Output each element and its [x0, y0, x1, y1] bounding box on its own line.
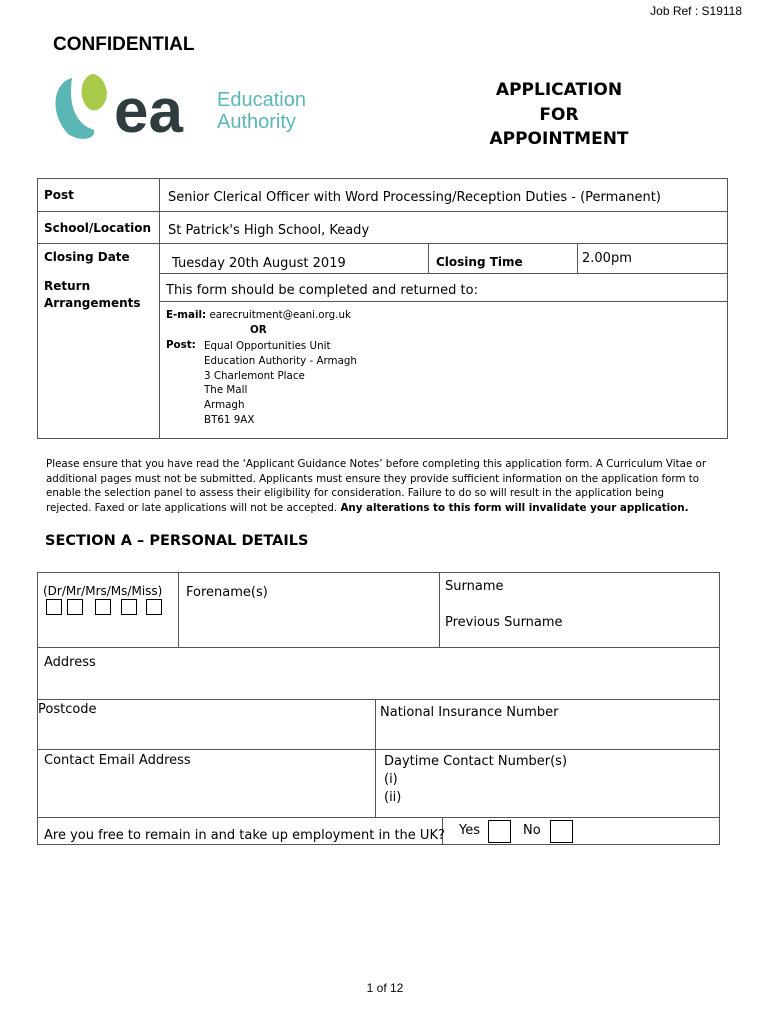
title-line: APPLICATION	[495, 80, 623, 100]
personal-details-table	[37, 572, 720, 845]
page-number: 1 of 12	[366, 981, 404, 995]
daytime-contact-ii: (ii)	[384, 790, 402, 805]
address-label: Address	[44, 655, 96, 670]
postcode-label: Postcode	[38, 702, 97, 717]
ni-number-label: National Insurance Number	[380, 705, 559, 720]
yes-checkbox[interactable]	[488, 820, 511, 843]
return-label: Return Arrangements	[44, 279, 141, 310]
form-title	[470, 78, 648, 152]
yes-label: Yes	[459, 823, 480, 838]
education-authority-logo	[50, 72, 330, 144]
section-a-heading: SECTION A – PERSONAL DETAILS	[45, 533, 309, 549]
forename-label: Forename(s)	[186, 585, 268, 600]
daytime-contact-label: Daytime Contact Number(s)	[384, 754, 568, 769]
daytime-contact-i: (i)	[384, 772, 398, 787]
job-details-table	[37, 178, 728, 439]
school-value: St Patrick's High School, Keady	[168, 223, 370, 238]
confidential-heading: CONFIDENTIAL	[53, 34, 195, 55]
closing-date-label: Closing Date	[44, 250, 130, 264]
alterations-warning: Any alterations to this form will invalidate your application.	[340, 502, 689, 515]
closing-time-label: Closing Time	[436, 255, 523, 269]
contact-email-label: Contact Email Address	[44, 753, 191, 768]
no-checkbox[interactable]	[550, 820, 573, 843]
guidance-notice: Please ensure that you have read the ‘Applicant Guidance Notes’ before completing this application form. A Curriculum Vitae or additional pages must not be submitted. Applicants must ensure they provide sufficient information on the application form to enable the selection panel to assess their eligibility for consideration. Failure to do so will result in the application being rejected. Faxed or late applications will not be accepted. Any alterations to this form will invalidate your application.	[46, 458, 707, 515]
post-address-label: Post:	[166, 339, 196, 351]
title-line: FOR	[539, 104, 579, 125]
title-checkbox-ms[interactable]	[121, 599, 137, 615]
post-value: Senior Clerical Officer with Word Processing/Reception Duties - (Permanent)	[168, 190, 661, 205]
logo-line1: Education	[217, 89, 306, 111]
daytime-contact-block	[384, 753, 567, 807]
title-label: (Dr/Mr/Mrs/Ms/Miss)	[43, 584, 163, 598]
email-line	[166, 309, 351, 321]
postal-address: Equal Opportunities Unit Education Authority - Armagh 3 Charlemont Place The Mall Armagh BT61 9AX	[204, 340, 357, 426]
or-text: OR	[250, 324, 267, 336]
uk-employment-question: Are you free to remain in and take up employment in the UK?	[44, 828, 445, 843]
job-ref: Job Ref : S19118	[650, 4, 742, 18]
surname-label: Surname	[445, 579, 504, 594]
logo-ea-text: ea	[114, 77, 183, 144]
email-value[interactable]: earecruitment@eani.org.uk	[209, 309, 351, 321]
logo-line2: Authority	[217, 111, 296, 133]
previous-surname-label: Previous Surname	[445, 615, 563, 630]
email-label: E-mail:	[166, 309, 207, 321]
closing-date-value: Tuesday 20th August 2019	[172, 256, 346, 271]
return-instruction: This form should be completed and returned to:	[166, 283, 478, 298]
title-line: APPOINTMENT	[489, 129, 629, 149]
title-checkbox-miss[interactable]	[146, 599, 162, 615]
post-label: Post	[44, 188, 74, 202]
no-label: No	[523, 823, 541, 838]
title-checkbox-dr[interactable]	[46, 599, 62, 615]
title-checkbox-mr[interactable]	[67, 599, 83, 615]
title-checkbox-mrs[interactable]	[95, 599, 111, 615]
school-label: School/Location	[44, 221, 152, 235]
closing-time-value: 2.00pm	[582, 251, 632, 266]
